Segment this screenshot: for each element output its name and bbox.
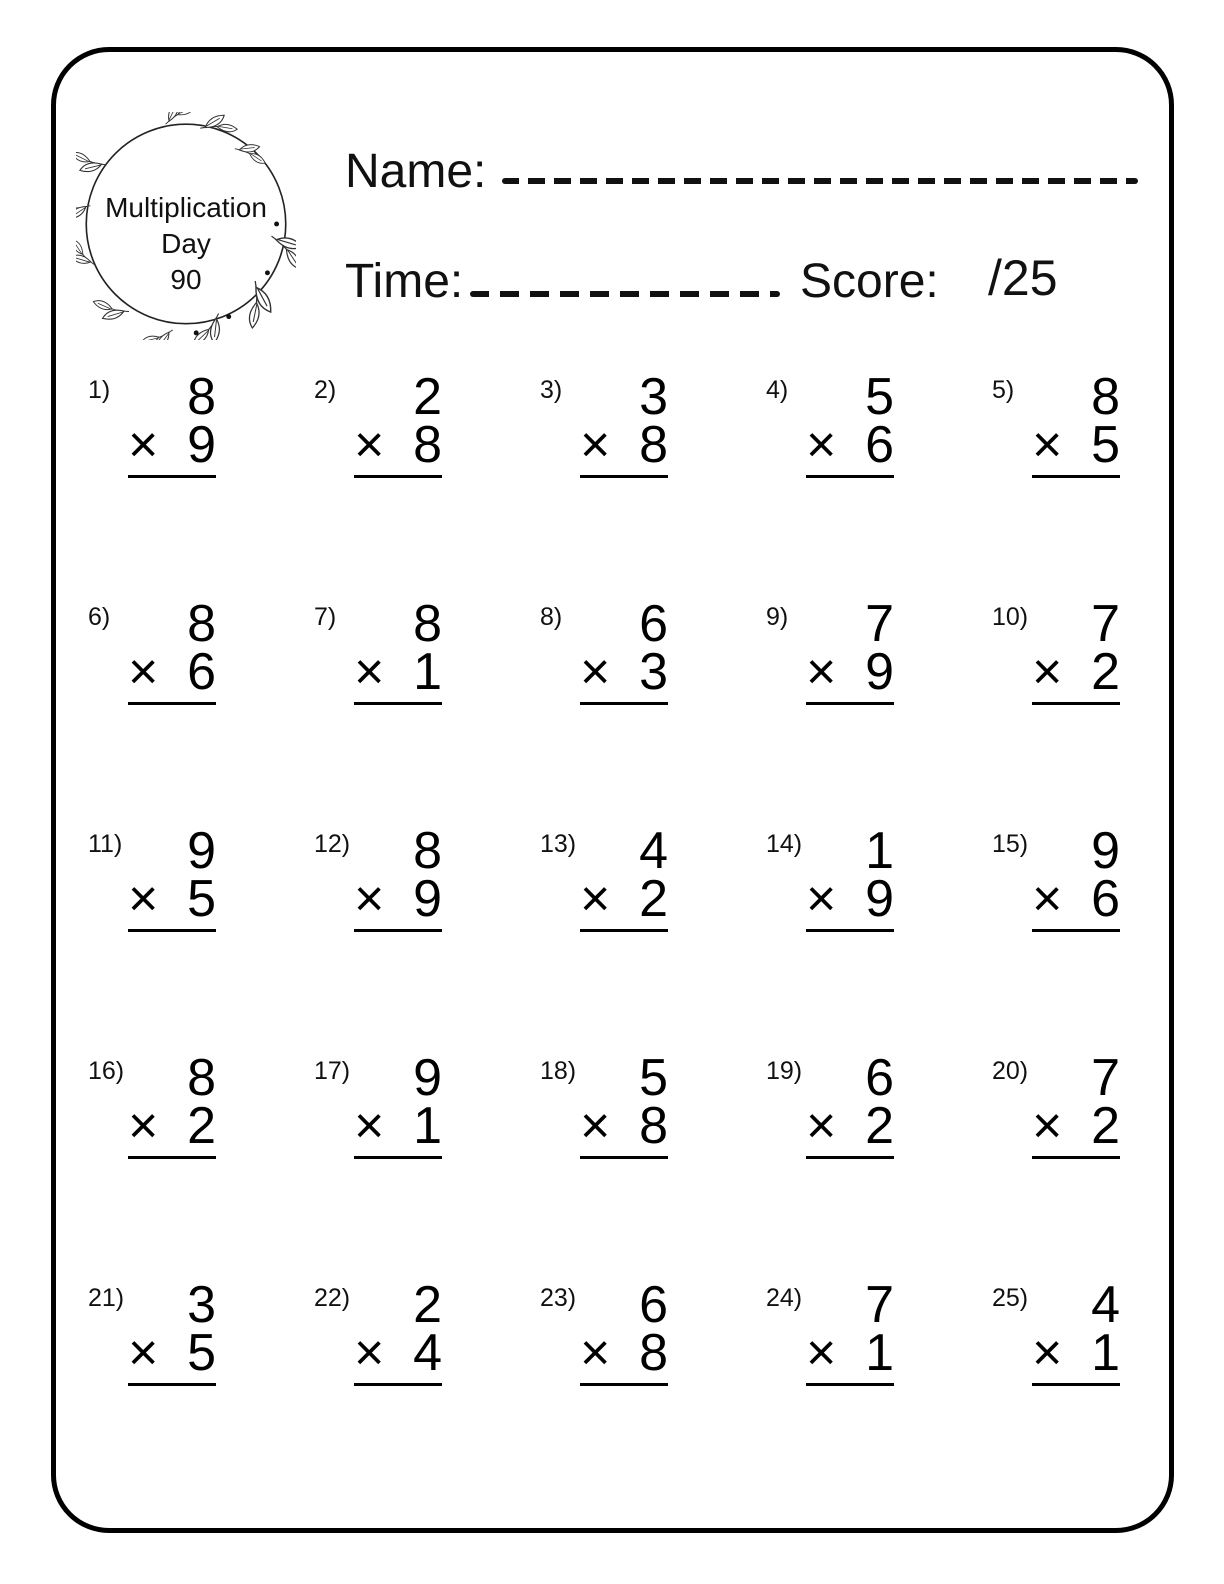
times-icon: ×	[580, 1097, 611, 1155]
times-icon: ×	[580, 1324, 611, 1382]
multiplier: 8	[639, 1324, 668, 1382]
multiplicand: 2	[413, 368, 442, 426]
problem-cell	[540, 368, 766, 599]
problem-number: 23)	[540, 1284, 577, 1312]
multiplier: 4	[413, 1324, 442, 1382]
answer-line	[354, 1324, 442, 1386]
multiplicand: 6	[639, 1276, 668, 1334]
multiplicand: 1	[865, 822, 894, 880]
answer-line	[806, 1324, 894, 1386]
problem-operands	[354, 595, 442, 705]
times-icon: ×	[128, 870, 159, 928]
problem-number: 9)	[766, 603, 789, 631]
answer-line	[354, 1097, 442, 1159]
problem-number: 18)	[540, 1057, 577, 1085]
logo-text	[76, 190, 296, 298]
problem-cell	[992, 595, 1218, 826]
problem-operands	[580, 1276, 668, 1386]
problem-cell	[540, 1049, 766, 1280]
problem-cell	[766, 368, 992, 599]
answer-line	[354, 870, 442, 932]
multiplier: 8	[639, 1097, 668, 1155]
answer-line	[1032, 1097, 1120, 1159]
problem-operands	[806, 368, 894, 478]
answer-line	[128, 416, 216, 478]
problem-cell	[314, 1049, 540, 1280]
problem-cell	[314, 822, 540, 1053]
problem-operands	[1032, 1049, 1120, 1159]
problem-operands	[580, 822, 668, 932]
problem-number: 10)	[992, 603, 1029, 631]
problem-operands	[354, 822, 442, 932]
answer-line	[806, 416, 894, 478]
problem-operands	[128, 1276, 216, 1386]
score-value: /25	[988, 250, 1058, 306]
times-icon: ×	[354, 1097, 385, 1155]
time-label: Time:	[345, 255, 464, 308]
name-label: Name:	[345, 145, 487, 198]
problem-number: 7)	[314, 603, 337, 631]
times-icon: ×	[354, 643, 385, 701]
times-icon: ×	[1032, 870, 1063, 928]
multiplier: 9	[865, 870, 894, 928]
problem-cell	[314, 1276, 540, 1507]
multiplier: 6	[1091, 870, 1120, 928]
time-input-line[interactable]	[470, 291, 780, 297]
times-icon: ×	[806, 1324, 837, 1382]
multiplicand: 9	[413, 1049, 442, 1107]
multiplicand: 4	[1091, 1276, 1120, 1334]
multiplier: 8	[639, 416, 668, 474]
times-icon: ×	[580, 643, 611, 701]
multiplier: 6	[187, 643, 216, 701]
problem-number: 11)	[88, 830, 123, 858]
problem-operands	[580, 368, 668, 478]
problem-operands	[354, 368, 442, 478]
problem-cell	[992, 822, 1218, 1053]
multiplicand: 8	[187, 1049, 216, 1107]
multiplicand: 6	[639, 595, 668, 653]
times-icon: ×	[1032, 1097, 1063, 1155]
multiplier: 5	[187, 1324, 216, 1382]
problem-number: 16)	[88, 1057, 125, 1085]
times-icon: ×	[354, 870, 385, 928]
problem-operands	[128, 595, 216, 705]
problem-operands	[1032, 368, 1120, 478]
answer-line	[1032, 870, 1120, 932]
problem-cell	[540, 595, 766, 826]
multiplicand: 7	[1091, 1049, 1120, 1107]
problem-cell	[314, 368, 540, 599]
score-label: Score:	[800, 255, 939, 308]
multiplier: 1	[413, 1097, 442, 1155]
problem-operands	[806, 822, 894, 932]
answer-line	[1032, 416, 1120, 478]
answer-line	[806, 870, 894, 932]
multiplier: 2	[187, 1097, 216, 1155]
problem-number: 6)	[88, 603, 111, 631]
problem-operands	[806, 1276, 894, 1386]
answer-line	[1032, 643, 1120, 705]
answer-line	[580, 643, 668, 705]
multiplicand: 4	[639, 822, 668, 880]
problem-number: 17)	[314, 1057, 351, 1085]
problem-cell	[766, 1276, 992, 1507]
problem-number: 5)	[992, 376, 1015, 404]
problem-cell	[992, 1276, 1218, 1507]
times-icon: ×	[128, 416, 159, 474]
problem-cell	[540, 822, 766, 1053]
times-icon: ×	[580, 870, 611, 928]
problems-grid	[88, 368, 1218, 1507]
multiplicand: 6	[865, 1049, 894, 1107]
logo-line2: Day	[161, 228, 211, 259]
multiplier: 5	[1091, 416, 1120, 474]
problem-number: 3)	[540, 376, 563, 404]
multiplicand: 8	[1091, 368, 1120, 426]
multiplier: 2	[1091, 1097, 1120, 1155]
problem-cell	[766, 1049, 992, 1280]
multiplicand: 7	[1091, 595, 1120, 653]
answer-line	[806, 1097, 894, 1159]
problem-cell	[766, 822, 992, 1053]
multiplicand: 2	[413, 1276, 442, 1334]
multiplier: 2	[865, 1097, 894, 1155]
multiplier: 6	[865, 416, 894, 474]
answer-line	[354, 643, 442, 705]
multiplier: 8	[413, 416, 442, 474]
problem-operands	[128, 1049, 216, 1159]
problem-operands	[1032, 1276, 1120, 1386]
problem-cell	[88, 368, 314, 599]
problem-number: 22)	[314, 1284, 351, 1312]
problem-cell	[88, 1049, 314, 1280]
problem-cell	[992, 368, 1218, 599]
answer-line	[128, 1097, 216, 1159]
multiplier: 5	[187, 870, 216, 928]
problem-number: 1)	[88, 376, 111, 404]
problem-cell	[766, 595, 992, 826]
logo-line3: 90	[170, 264, 202, 295]
multiplier: 2	[639, 870, 668, 928]
times-icon: ×	[1032, 643, 1063, 701]
answer-line	[580, 1324, 668, 1386]
problem-cell	[88, 595, 314, 826]
problem-operands	[1032, 822, 1120, 932]
problem-number: 8)	[540, 603, 563, 631]
multiplier: 1	[865, 1324, 894, 1382]
multiplier: 9	[865, 643, 894, 701]
times-icon: ×	[806, 1097, 837, 1155]
multiplicand: 9	[187, 822, 216, 880]
problem-operands	[1032, 595, 1120, 705]
problem-number: 24)	[766, 1284, 803, 1312]
problem-operands	[580, 1049, 668, 1159]
times-icon: ×	[806, 870, 837, 928]
times-icon: ×	[580, 416, 611, 474]
problem-number: 20)	[992, 1057, 1029, 1085]
multiplicand: 5	[865, 368, 894, 426]
times-icon: ×	[128, 1097, 159, 1155]
multiplicand: 9	[1091, 822, 1120, 880]
multiplier: 1	[1091, 1324, 1120, 1382]
problem-cell	[540, 1276, 766, 1507]
problem-cell	[88, 1276, 314, 1507]
answer-line	[580, 1097, 668, 1159]
problem-number: 13)	[540, 830, 577, 858]
answer-line	[354, 416, 442, 478]
multiplier: 9	[187, 416, 216, 474]
times-icon: ×	[806, 416, 837, 474]
times-icon: ×	[128, 1324, 159, 1382]
answer-line	[128, 643, 216, 705]
problem-number: 15)	[992, 830, 1029, 858]
multiplicand: 8	[187, 595, 216, 653]
answer-line	[806, 643, 894, 705]
problem-cell	[314, 595, 540, 826]
times-icon: ×	[354, 1324, 385, 1382]
answer-line	[128, 870, 216, 932]
problem-operands	[354, 1049, 442, 1159]
name-input-line[interactable]	[502, 178, 1138, 184]
multiplier: 2	[1091, 643, 1120, 701]
multiplicand: 8	[413, 822, 442, 880]
times-icon: ×	[806, 643, 837, 701]
problem-number: 4)	[766, 376, 789, 404]
answer-line	[580, 416, 668, 478]
multiplicand: 8	[187, 368, 216, 426]
problem-operands	[128, 822, 216, 932]
logo-line1: Multiplication	[105, 192, 267, 223]
times-icon: ×	[128, 643, 159, 701]
problem-number: 19)	[766, 1057, 803, 1085]
problem-operands	[580, 595, 668, 705]
times-icon: ×	[354, 416, 385, 474]
problem-number: 14)	[766, 830, 803, 858]
multiplicand: 8	[413, 595, 442, 653]
problem-number: 21)	[88, 1284, 125, 1312]
multiplicand: 3	[639, 368, 668, 426]
multiplicand: 3	[187, 1276, 216, 1334]
problem-cell	[88, 822, 314, 1053]
problem-operands	[806, 1049, 894, 1159]
answer-line	[128, 1324, 216, 1386]
multiplicand: 7	[865, 595, 894, 653]
problem-operands	[354, 1276, 442, 1386]
logo	[76, 112, 296, 340]
times-icon: ×	[1032, 1324, 1063, 1382]
problem-number: 12)	[314, 830, 351, 858]
times-icon: ×	[1032, 416, 1063, 474]
multiplier: 9	[413, 870, 442, 928]
problem-number: 25)	[992, 1284, 1029, 1312]
problem-number: 2)	[314, 376, 337, 404]
answer-line	[580, 870, 668, 932]
problem-operands	[128, 368, 216, 478]
problem-cell	[992, 1049, 1218, 1280]
multiplicand: 7	[865, 1276, 894, 1334]
multiplier: 1	[413, 643, 442, 701]
answer-line	[1032, 1324, 1120, 1386]
multiplicand: 5	[639, 1049, 668, 1107]
problem-operands	[806, 595, 894, 705]
multiplier: 3	[639, 643, 668, 701]
